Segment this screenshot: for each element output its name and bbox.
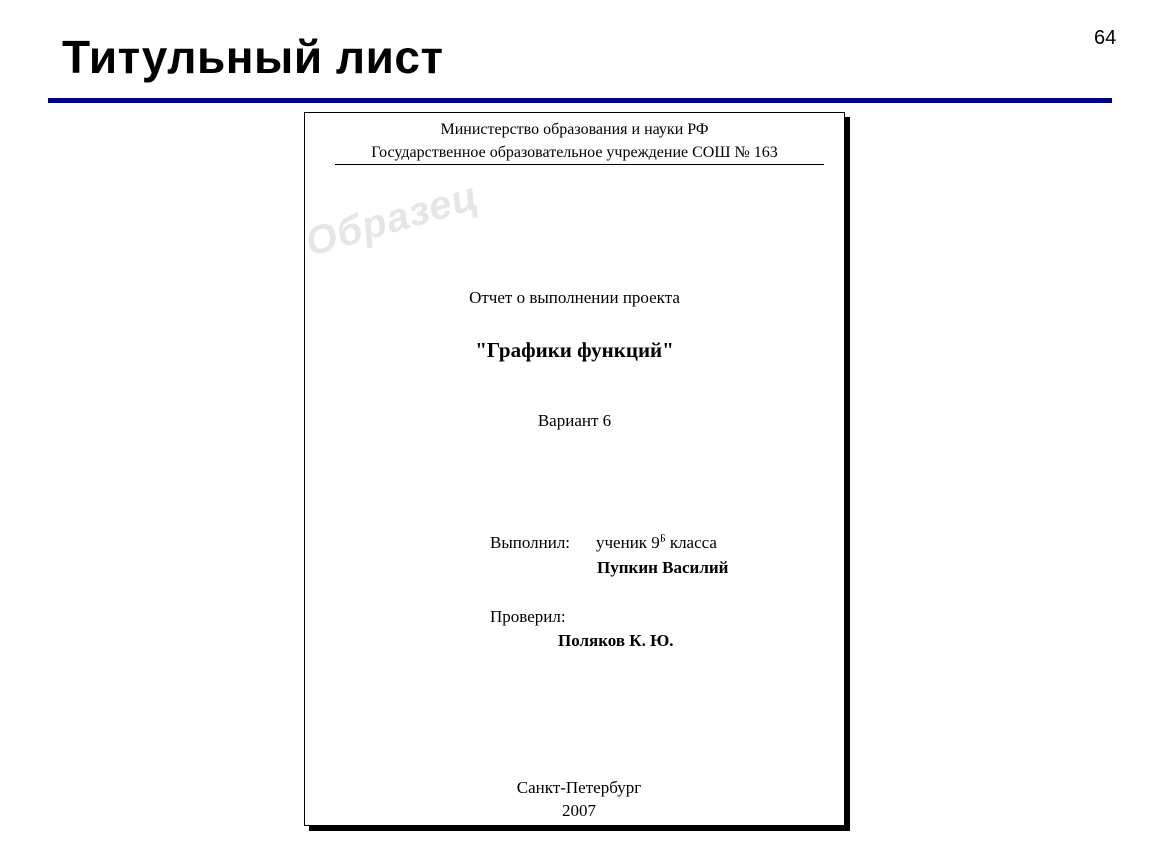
sample-watermark: Образец xyxy=(300,173,484,266)
done-by-prefix: ученик 9 xyxy=(596,533,660,552)
student-name: Пупкин Василий xyxy=(597,558,729,577)
title-page-sample xyxy=(300,112,845,826)
done-by-suffix: класса xyxy=(665,533,717,552)
ministry-line: Министерство образования и науки РФ xyxy=(440,121,709,138)
city-line: Санкт-Петербург xyxy=(516,778,642,797)
variant-line: Вариант 6 xyxy=(537,411,612,430)
header-rule xyxy=(335,164,824,165)
grade-letter: Б xyxy=(659,533,666,545)
teacher-name: Поляков К. Ю. xyxy=(558,631,674,650)
done-by-label: Выполнил: xyxy=(490,533,571,552)
project-title: "Графики функций" xyxy=(475,338,674,362)
done-by-value xyxy=(596,533,717,553)
slide-number: 64 xyxy=(1094,27,1117,49)
title-underline xyxy=(48,98,1112,103)
report-line: Отчет о выполнении проекта xyxy=(469,288,680,307)
checked-by-label: Проверил: xyxy=(490,607,566,626)
slide-title: Титульный лист xyxy=(62,31,444,83)
school-line: Государственное образовательное учреждение СОШ № 163 xyxy=(371,144,778,161)
year-line: 2007 xyxy=(562,801,596,820)
